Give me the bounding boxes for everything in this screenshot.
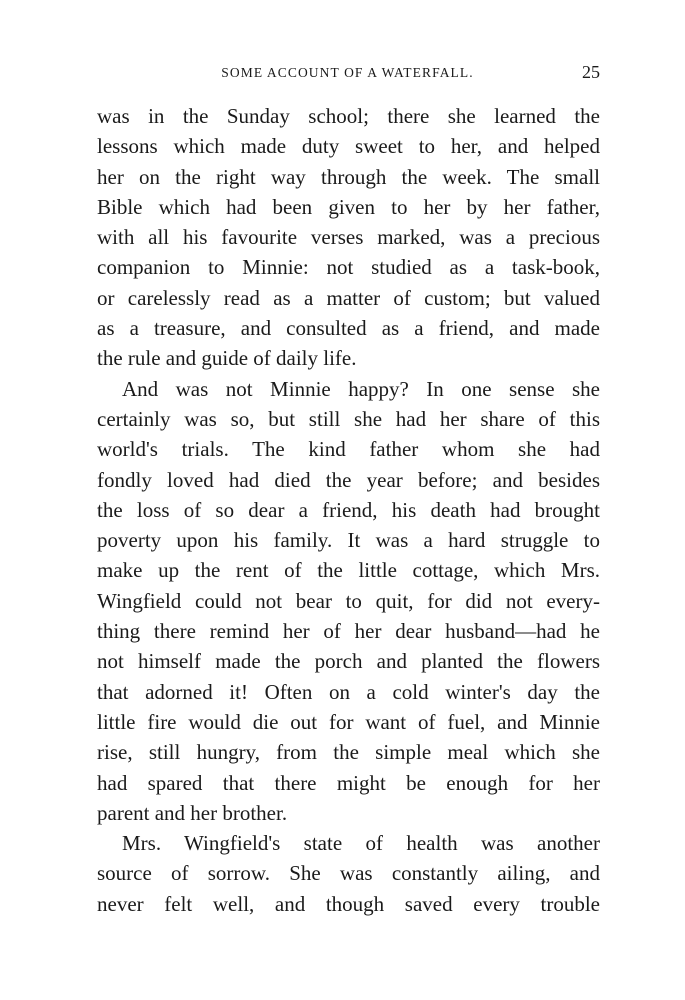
text-line: source of sorrow. She was constantly ailing, and <box>97 861 600 886</box>
text-line: as a treasure, and consulted as a friend, and made <box>97 316 600 341</box>
running-head <box>95 62 600 86</box>
running-title: SOME ACCOUNT OF A WATERFALL. <box>221 65 474 80</box>
text-line: not himself made the porch and planted the flowers <box>97 649 600 674</box>
page-number: 25 <box>582 62 600 82</box>
text-line: had spared that there might be enough for her <box>97 770 600 795</box>
text-line: Bible which had been given to her by her father, <box>97 194 600 219</box>
text-line: Mrs. Wingfield's state of health was another <box>122 831 600 856</box>
text-line: the loss of so dear a friend, his death had brought <box>97 497 600 522</box>
text-line: or carelessly read as a matter of custom; but valued <box>97 285 600 310</box>
text-line: lessons which made duty sweet to her, and helped <box>97 134 600 159</box>
text-line: poverty upon his family. It was a hard struggle to <box>97 528 600 553</box>
text-line: certainly was so, but still she had her share of this <box>97 406 600 431</box>
text-line: Wingfield could not bear to quit, for did not every- <box>97 588 600 613</box>
text-line: the rule and guide of daily life. <box>97 346 357 371</box>
text-line: fondly loved had died the year before; and besides <box>97 467 600 492</box>
text-line: with all his favourite verses marked, was a precious <box>97 225 600 250</box>
body-text <box>97 101 600 919</box>
text-line: was in the Sunday school; there she learned the <box>97 104 600 128</box>
text-line: world's trials. The kind father whom she had <box>97 437 600 462</box>
text-line: thing there remind her of her dear husband—had he <box>97 619 600 644</box>
text-line: little fire would die out for want of fuel, and Minnie <box>97 709 600 734</box>
text-line: never felt well, and though saved every trouble <box>97 891 600 916</box>
text-line: that adorned it! Often on a cold winter's day the <box>97 679 600 704</box>
text-line: make up the rent of the little cottage, which Mrs. <box>97 558 600 583</box>
text-line: parent and her brother. <box>97 800 288 825</box>
text-line: And was not Minnie happy? In one sense she <box>122 376 600 401</box>
text-line: companion to Minnie: not studied as a task-book, <box>97 255 600 280</box>
text-line: rise, still hungry, from the simple meal which she <box>97 740 600 765</box>
text-line: her on the right way through the week. The small <box>97 164 600 189</box>
